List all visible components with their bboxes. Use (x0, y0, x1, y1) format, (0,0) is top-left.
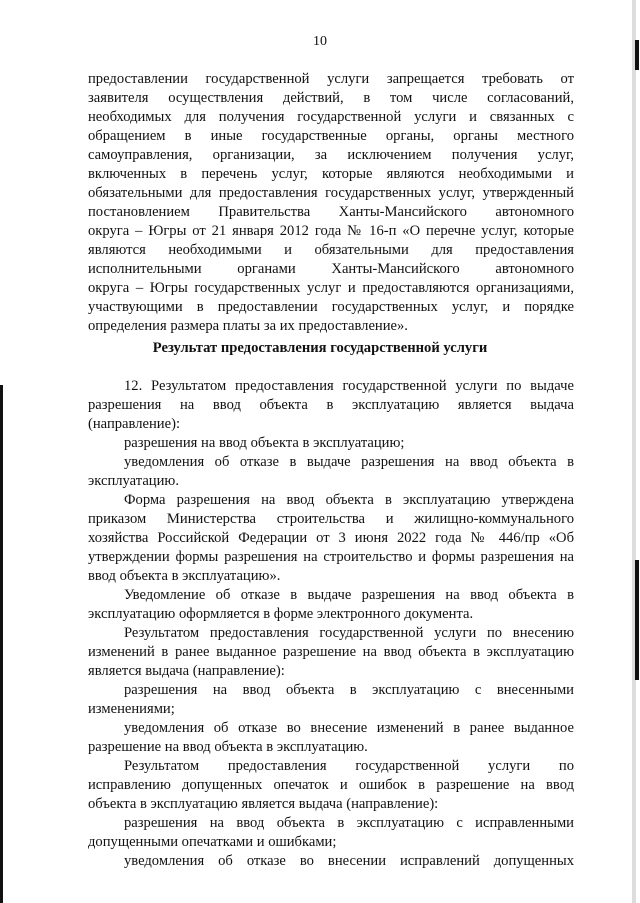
text-line: объекта в эксплуатацию является выдача (направление): (88, 796, 439, 812)
scan-margin-mark (0, 385, 3, 903)
text-line: разрешения на ввод объекта в эксплуатацию с внесенными (124, 682, 574, 698)
text-line: необходимых для получения государственной услуги и связанных с (88, 109, 574, 125)
text-line: эксплуатацию. (88, 473, 179, 489)
text-line: эксплуатацию оформляется в форме электронного документа. (88, 606, 474, 622)
text-line: уведомления об отказе во внесении исправлений допущенных (124, 853, 574, 869)
text-line: обращением в иные государственные органы, органы местного (88, 128, 574, 144)
text-line: разрешение на ввод объекта в эксплуатацию. (88, 739, 368, 755)
text-line: заявителя осуществления действий, в том числе согласований, (88, 90, 574, 106)
text-line: (направление): (88, 416, 181, 432)
text-line: исправлению допущенных опечаток и ошибок в разрешение на ввод (88, 777, 574, 793)
text-line: изменениями; (88, 701, 175, 717)
text-line: исполнительными органами Ханты-Мансийского автономного (88, 261, 574, 277)
text-line: уведомления об отказе в выдаче разрешения на ввод объекта в (124, 454, 574, 470)
text-line: округа – Югры от 21 января 2012 года № 16-п «О перечне услуг, которые (88, 223, 574, 239)
text-line: хозяйства Российской Федерации от 3 июня 2022 года № 446/пр «Об (88, 530, 574, 546)
text-line: участвующими в предоставлении государственных услуг, и порядке (88, 299, 574, 315)
text-line: является выдача (направление): (88, 663, 285, 679)
text-line: включенных в перечень услуг, которые являются необходимыми и (88, 166, 574, 182)
text-line: округа – Югры государственных услуг и предоставляются организациями, (88, 280, 574, 296)
scan-edge-shadow (632, 0, 636, 903)
text-line: разрешения на ввод объекта в эксплуатацию с исправленными (124, 815, 574, 831)
text-line: являются необходимыми и обязательными для предоставления (88, 242, 574, 258)
section-heading: Результат предоставления государственной услуги (152, 340, 488, 356)
text-line: 12. Результатом предоставления государственной услуги по выдаче (124, 378, 574, 394)
text-line: разрешения на ввод объекта в эксплуатацию; (124, 435, 405, 451)
text-line: приказом Министерства строительства и жилищно-коммунального (88, 511, 574, 527)
text-line: разрешения на ввод объекта в эксплуатацию является выдача (88, 397, 574, 413)
text-line: определения размера платы за их предоставление». (88, 318, 408, 334)
text-line: постановлением Правительства Ханты-Мансийского автономного (88, 204, 574, 220)
scan-edge-mark (635, 40, 639, 70)
page-number: 10 (313, 34, 327, 49)
text-line: Уведомление об отказе в выдаче разрешения на ввод объекта в (124, 587, 574, 603)
text-line: самоуправления, организации, за исключением получения услуг, (88, 147, 574, 163)
text-line: уведомления об отказе во внесение изменений в ранее выданное (124, 720, 574, 736)
text-line: обязательными для предоставления государственных услуг, утвержденный (88, 185, 574, 201)
text-line: изменений в ранее выданное разрешение на ввод объекта в эксплуатацию (88, 644, 574, 660)
text-line: Форма разрешения на ввод объекта в эксплуатацию утверждена (124, 492, 574, 508)
text-line: Результатом предоставления государственной услуги по внесению (124, 625, 574, 641)
text-line: Результатом предоставления государственной услуги по (124, 758, 574, 774)
text-line: допущенными опечатками и ошибками; (88, 834, 337, 850)
scan-edge-mark (635, 560, 639, 680)
text-line: ввод объекта в эксплуатацию». (88, 568, 281, 584)
text-line: предоставлении государственной услуги запрещается требовать от (88, 71, 574, 87)
text-line: утверждении формы разрешения на строительство и формы разрешения на (88, 549, 574, 565)
